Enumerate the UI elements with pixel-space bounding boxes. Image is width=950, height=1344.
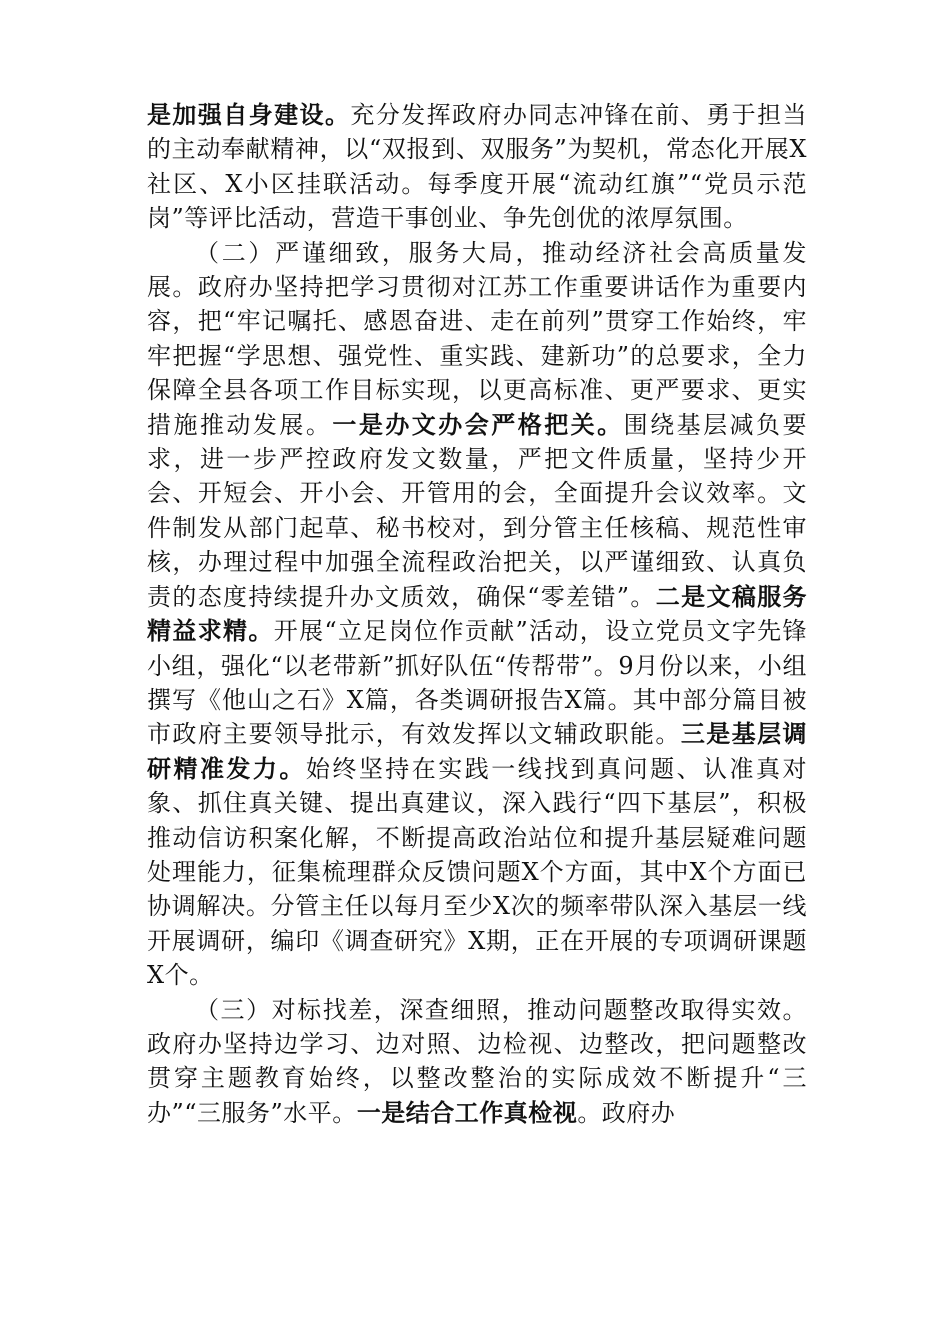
heading-run-self-building: 是加强自身建设。 (147, 100, 351, 129)
body-run: 开展“立足岗位作贡献”活动，设立党员文字先锋小组，强化“以老带新”抓好队伍“传帮带”。9月份以来，小组撰写《他山之石》X篇，各类调研报告X篇。其中部分篇目被市政府主要领导批示，有效发挥以文辅政职能。 (147, 617, 808, 749)
body-run: 围绕基层减负要求，进一步严控政府发文数量，严把文件质量，坚持少开会、开短会、开小会、开管用的会，全面提升会议效率。文件制发从部门起草、秘书校对，到分管主任核稿、规范性审核，办理过程中加强全流程政治把关，以严谨细致、认真负责的态度持续提升办文质效，确保“零差错”。 (147, 410, 808, 611)
section-two-intro: （二）严谨细致，服务大局，推动经济社会高质量发展。政府办坚持把学习贯彻对江苏工作重要讲话作为重要内容，把“牢记嘱托、感恩奋进、走在前列”贯穿工作始终，牢牢把握“学思想、强党性、重实践、建新功”的总要求，全力保障全县各项工作目标实现，以更高标准、更严要求、更实措施推动发展。 (147, 238, 807, 439)
paragraph-section-two (147, 236, 807, 993)
heading-run-self-inspection: 一是结合工作真检视 (356, 1097, 578, 1127)
section-three-intro: （三）对标找差，深查细照，推动问题整改取得实效。政府办坚持边学习、边对照、边检视、边整改，把问题整改贯穿主题教育始终，以整改整治的实际成效不断提升“三办”“三服务”水平。 (147, 995, 807, 1127)
body-run: 充分发挥政府办同志冲锋在前、勇于担当的主动奉献精神，以“双报到、双服务”为契机，常态化开展X社区、X小区挂联活动。每季度开展“流动红旗”“党员示范岗”等评比活动，营造干事创业、争先创优的浓厚氛围。 (147, 101, 807, 233)
body-run: 。政府办 (577, 1098, 676, 1127)
heading-run-manuscript-service: 二是文稿服务精益求精。 (147, 581, 808, 646)
document-page (147, 98, 807, 1130)
paragraph-self-building (147, 98, 807, 236)
heading-run-document-handling: 一是办文办会严格把关。 (332, 409, 624, 439)
heading-run-grassroots-research: 三是基层调研精准发力。 (147, 719, 808, 783)
paragraph-section-three (147, 993, 807, 1131)
body-run: 始终坚持在实践一线找到真问题、认准真对象、抓住真关键、提出真建议，深入践行“四下基层”，积极推动信访积案化解，不断提高政治站位和提升基层疑难问题处理能力，征集梳理群众反馈问题X个方面，其中X个方面已协调解决。分管主任以每月至少X次的频率带队深入基层一线开展调研，编印《调查研究》X期，正在开展的专项调研课题X个。 (147, 754, 807, 990)
